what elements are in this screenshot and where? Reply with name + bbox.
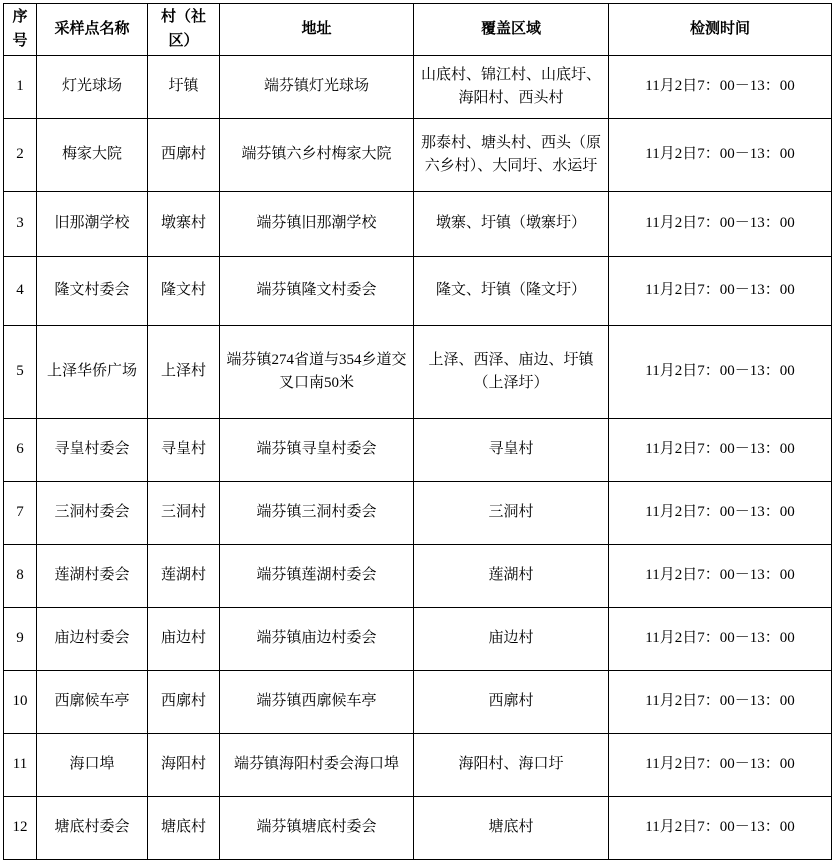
column-header-address: 地址 (220, 4, 414, 56)
table-row (4, 419, 832, 482)
cell-address: 端芬镇塘底村委会 (220, 797, 414, 860)
cell-index: 6 (4, 419, 37, 482)
cell-index: 2 (4, 119, 37, 192)
table-row (4, 119, 832, 192)
cell-address: 端芬镇三洞村委会 (220, 482, 414, 545)
cell-time: 11月2日7：00－13：00 (609, 419, 832, 482)
cell-name: 旧那潮学校 (37, 192, 148, 257)
cell-time: 11月2日7：00－13：00 (609, 608, 832, 671)
cell-address: 端芬镇莲湖村委会 (220, 545, 414, 608)
cell-index: 9 (4, 608, 37, 671)
table-row (4, 608, 832, 671)
table-row (4, 797, 832, 860)
cell-index: 11 (4, 734, 37, 797)
column-header-village: 村（社区） (148, 4, 220, 56)
table-row (4, 56, 832, 119)
cell-time: 11月2日7：00－13：00 (609, 119, 832, 192)
cell-address: 端芬镇274省道与354乡道交叉口南50米 (220, 326, 414, 419)
cell-coverage: 塘底村 (414, 797, 609, 860)
cell-time: 11月2日7：00－13：00 (609, 545, 832, 608)
cell-name: 灯光球场 (37, 56, 148, 119)
table-row (4, 545, 832, 608)
column-header-index: 序号 (4, 4, 37, 56)
cell-name: 西廓候车亭 (37, 671, 148, 734)
cell-time: 11月2日7：00－13：00 (609, 192, 832, 257)
column-header-time: 检测时间 (609, 4, 832, 56)
cell-address: 端芬镇寻皇村委会 (220, 419, 414, 482)
cell-index: 8 (4, 545, 37, 608)
cell-time: 11月2日7：00－13：00 (609, 797, 832, 860)
table-row (4, 671, 832, 734)
cell-index: 10 (4, 671, 37, 734)
cell-village: 莲湖村 (148, 545, 220, 608)
table-row (4, 326, 832, 419)
cell-address: 端芬镇灯光球场 (220, 56, 414, 119)
cell-village: 海阳村 (148, 734, 220, 797)
cell-village: 墩寨村 (148, 192, 220, 257)
cell-name: 寻皇村委会 (37, 419, 148, 482)
cell-coverage: 莲湖村 (414, 545, 609, 608)
cell-name: 隆文村委会 (37, 257, 148, 326)
cell-name: 莲湖村委会 (37, 545, 148, 608)
table-body (4, 56, 832, 860)
cell-village: 寻皇村 (148, 419, 220, 482)
cell-address: 端芬镇隆文村委会 (220, 257, 414, 326)
cell-index: 7 (4, 482, 37, 545)
table-row (4, 482, 832, 545)
cell-address: 端芬镇旧那潮学校 (220, 192, 414, 257)
cell-coverage: 那泰村、塘头村、西头（原六乡村）、大同圩、水运圩 (414, 119, 609, 192)
cell-coverage: 墩寨、圩镇（墩寨圩） (414, 192, 609, 257)
cell-village: 圩镇 (148, 56, 220, 119)
cell-address: 端芬镇海阳村委会海口埠 (220, 734, 414, 797)
cell-coverage: 隆文、圩镇（隆文圩） (414, 257, 609, 326)
cell-time: 11月2日7：00－13：00 (609, 56, 832, 119)
cell-coverage: 海阳村、海口圩 (414, 734, 609, 797)
cell-address: 端芬镇庙边村委会 (220, 608, 414, 671)
cell-name: 上泽华侨广场 (37, 326, 148, 419)
cell-village: 隆文村 (148, 257, 220, 326)
cell-index: 5 (4, 326, 37, 419)
cell-index: 4 (4, 257, 37, 326)
cell-time: 11月2日7：00－13：00 (609, 734, 832, 797)
cell-village: 庙边村 (148, 608, 220, 671)
sampling-points-table (3, 3, 832, 860)
cell-name: 海口埠 (37, 734, 148, 797)
cell-village: 上泽村 (148, 326, 220, 419)
cell-name: 塘底村委会 (37, 797, 148, 860)
table-row (4, 734, 832, 797)
cell-time: 11月2日7：00－13：00 (609, 482, 832, 545)
cell-name: 梅家大院 (37, 119, 148, 192)
cell-address: 端芬镇六乡村梅家大院 (220, 119, 414, 192)
cell-village: 三洞村 (148, 482, 220, 545)
column-header-coverage: 覆盖区域 (414, 4, 609, 56)
cell-coverage: 寻皇村 (414, 419, 609, 482)
cell-village: 塘底村 (148, 797, 220, 860)
cell-coverage: 西廓村 (414, 671, 609, 734)
table-row (4, 257, 832, 326)
cell-index: 12 (4, 797, 37, 860)
cell-time: 11月2日7：00－13：00 (609, 326, 832, 419)
cell-address: 端芬镇西廓候车亭 (220, 671, 414, 734)
cell-index: 3 (4, 192, 37, 257)
cell-coverage: 庙边村 (414, 608, 609, 671)
cell-village: 西廓村 (148, 119, 220, 192)
cell-index: 1 (4, 56, 37, 119)
cell-time: 11月2日7：00－13：00 (609, 671, 832, 734)
column-header-name: 采样点名称 (37, 4, 148, 56)
cell-time: 11月2日7：00－13：00 (609, 257, 832, 326)
cell-name: 庙边村委会 (37, 608, 148, 671)
cell-coverage: 上泽、西泽、庙边、圩镇（上泽圩） (414, 326, 609, 419)
cell-coverage: 三洞村 (414, 482, 609, 545)
cell-coverage: 山底村、锦江村、山底圩、海阳村、西头村 (414, 56, 609, 119)
table-header-row (4, 4, 832, 56)
cell-name: 三洞村委会 (37, 482, 148, 545)
table-row (4, 192, 832, 257)
cell-village: 西廓村 (148, 671, 220, 734)
